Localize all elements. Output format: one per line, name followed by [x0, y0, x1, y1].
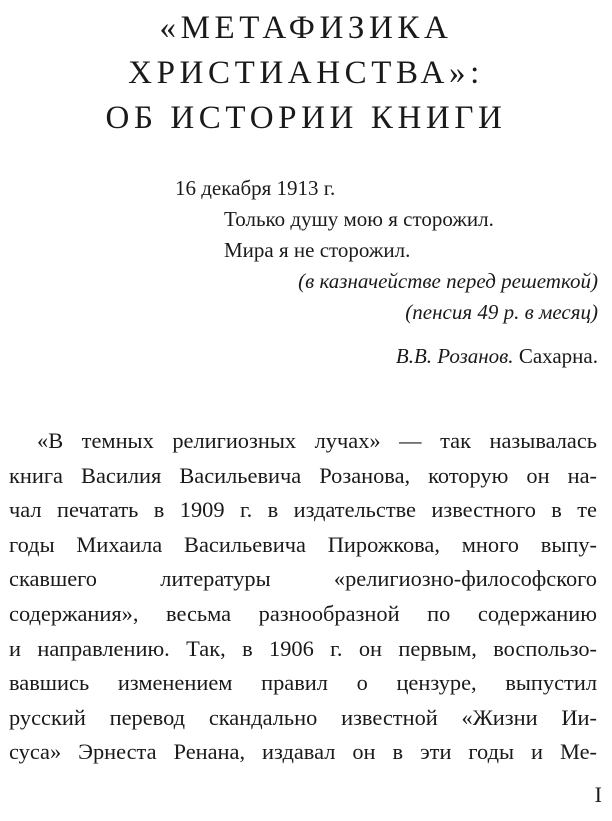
body-line: годы Михаила Васильевича Пирожкова, много выпу- [9, 531, 597, 557]
body-line: русский перевод скандально известной «Жизни Ии- [9, 704, 597, 730]
epigraph-poem-line-2: Мира я не сторожил. [224, 238, 411, 262]
body-line: вавшись изменением правил о цензуре, выпустил [9, 670, 597, 696]
body-line: содержания», весьма разнообразной по содержанию [9, 600, 597, 626]
title-line-2: ХРИСТИАНСТВА»: [128, 55, 484, 91]
body-line: чал печатать в 1909 г. в издательстве известного в те [9, 497, 597, 523]
page-number: I [594, 782, 602, 807]
body-line: «В темных религиозных лучах» — так называлась [37, 428, 597, 453]
epigraph-source: Сахарна. [513, 344, 598, 368]
epigraph-signature [396, 340, 598, 372]
body-line: суса» Эрнеста Ренана, издавал он в эти годы и Ме- [9, 739, 597, 765]
title-line-1: «МЕТАФИЗИКА [159, 10, 453, 46]
epigraph-poem-line-1: Только душу мою я сторожил. [224, 207, 494, 231]
chapter-title [0, 6, 612, 141]
body-line: книга Василия Васильевича Розанова, которую он на- [9, 462, 597, 488]
body-paragraph [9, 424, 597, 770]
epigraph-date: 16 декабря 1913 г. [175, 176, 336, 200]
epigraph-note-2: (пенсия 49 р. в месяц) [405, 300, 598, 324]
body-line: и направлению. Так, в 1906 г. он первым, воспользо- [9, 635, 597, 661]
epigraph-note-1: (в казначействе перед решеткой) [298, 269, 598, 293]
title-line-3: ОБ ИСТОРИИ КНИГИ [105, 100, 507, 136]
epigraph-author: В.В. Розанов. [395, 344, 514, 368]
body-line: скавшего литературы «религиозно-философского [9, 566, 597, 592]
